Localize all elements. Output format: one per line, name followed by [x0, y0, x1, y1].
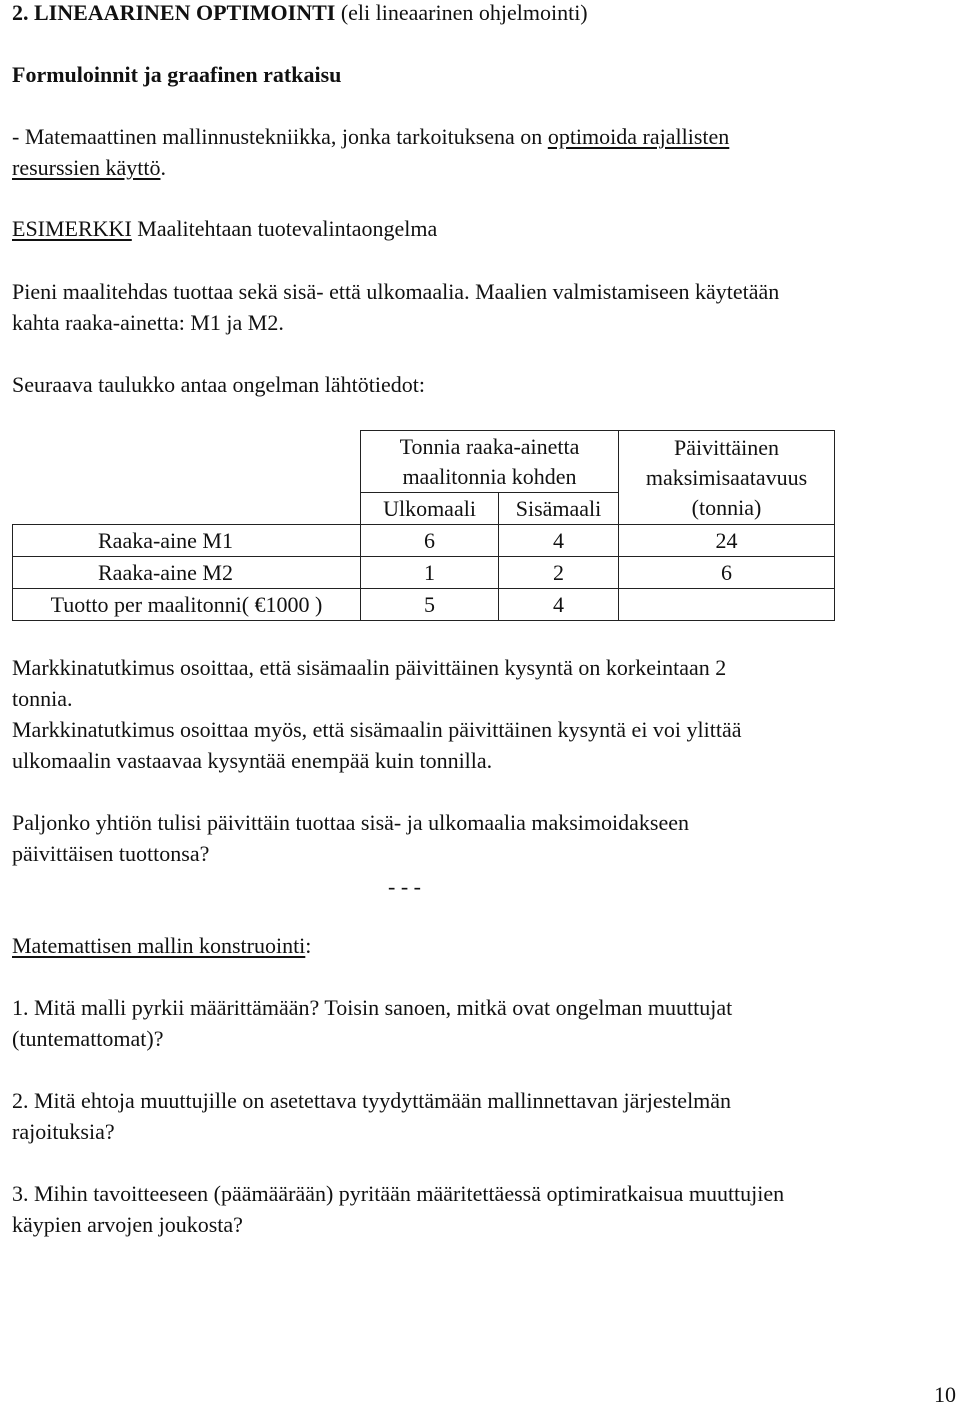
market-line-1: Markkinatutkimus osoittaa, että sisämaalin päivittäinen kysyntä on korkeintaan 2 [12, 655, 727, 680]
row-label [13, 557, 361, 589]
example-heading [12, 214, 437, 244]
chapter-subtitle: (eli lineaarinen ohjelmointi) [335, 0, 588, 25]
section-title: Formuloinnit ja graafinen ratkaisu [12, 62, 342, 87]
chapter-title: 2. LINEAARINEN OPTIMOINTI [12, 0, 336, 25]
step-3-line-2: käypien arvojen joukosta? [12, 1212, 243, 1237]
table-row [13, 525, 835, 557]
example-label: ESIMERKKI [12, 216, 132, 241]
intro-line-1 [12, 122, 729, 152]
model-heading-text: Matemattisen mallin konstruointi [12, 933, 306, 958]
table-empty-cell [13, 493, 361, 525]
header-inner-paint: Sisämaali [499, 493, 619, 525]
header-group-line-2: maalitonnia kohden [402, 463, 577, 489]
header-max-line-3: (tonnia) [691, 494, 762, 520]
chapter-heading [12, 0, 588, 28]
description-line-2: kahta raaka-ainetta: M1 ja M2. [12, 310, 284, 335]
cell-max [619, 589, 835, 621]
cell-inner: 4 [499, 589, 619, 621]
step-1-line-2: (tuntemattomat)? [12, 1026, 164, 1051]
cell-max: 6 [619, 557, 835, 589]
step-3-line-1: 3. Mihin tavoitteeseen (päämäärään) pyritään määritettäessä optimiratkaisua muuttujien [12, 1181, 785, 1206]
page-number: 10 [934, 1382, 956, 1407]
question-line-2: päivittäisen tuottonsa? [12, 841, 210, 866]
table-row [13, 589, 835, 621]
cell-outer: 6 [361, 525, 499, 557]
header-outer-paint: Ulkomaali [361, 493, 499, 525]
intro-link-resources: resurssien käyttö [12, 155, 161, 180]
market-line-2: tonnia. [12, 686, 73, 711]
raw-material-table [12, 430, 835, 621]
intro-period: . [160, 155, 166, 180]
intro-link-optimize: optimoida rajallisten [547, 124, 730, 149]
step-2-line-2: rajoituksia? [12, 1119, 115, 1144]
header-group-line-1: Tonnia raaka-ainetta [399, 433, 580, 459]
row-label-text: Raaka-aine M1 [98, 527, 233, 553]
intro-line-2 [12, 153, 166, 183]
market-line-3: Markkinatutkimus osoittaa myös, että sisämaalin päivittäinen kysyntä ei voi ylittää [12, 717, 742, 742]
example-title: Maalitehtaan tuotevalintaongelma [131, 216, 438, 241]
table-header-max [619, 431, 835, 525]
cell-inner: 2 [499, 557, 619, 589]
header-max-line-2: maksimisaatavuus [645, 464, 808, 490]
cell-max: 24 [619, 525, 835, 557]
cell-outer: 5 [361, 589, 499, 621]
table-row [13, 557, 835, 589]
model-heading [12, 931, 311, 961]
step-1-line-1: 1. Mitä malli pyrkii määrittämään? Toisin sanoen, mitkä ovat ongelman muuttujat [12, 995, 733, 1020]
market-line-4: ulkomaalin vastaavaa kysyntää enempää kuin tonnilla. [12, 748, 493, 773]
model-heading-colon: : [305, 933, 312, 958]
header-max-line-1: Päivittäinen [673, 434, 780, 460]
row-label: Tuotto per maalitonni( €1000 ) [13, 589, 361, 621]
cell-outer: 1 [361, 557, 499, 589]
row-label [13, 525, 361, 557]
row-label-text: Raaka-aine M2 [98, 559, 233, 585]
table-header-group [361, 431, 619, 493]
intro-text: - Matemaattinen mallinnustekniikka, jonka tarkoituksena on [12, 124, 548, 149]
question-line-1: Paljonko yhtiön tulisi päivittäin tuottaa sisä- ja ulkomaalia maksimoidakseen [12, 810, 689, 835]
table-empty-corner [13, 431, 361, 493]
cell-inner: 4 [499, 525, 619, 557]
table-intro: Seuraava taulukko antaa ongelman lähtötiedot: [12, 372, 425, 397]
step-2-line-1: 2. Mitä ehtoja muuttujille on asetettava tyydyttämään mallinnettavan järjestelmän [12, 1088, 732, 1113]
description-line-1: Pieni maalitehdas tuottaa sekä sisä- että ulkomaalia. Maalien valmistamiseen käytetään [12, 279, 780, 304]
separator: - - - [388, 874, 421, 899]
